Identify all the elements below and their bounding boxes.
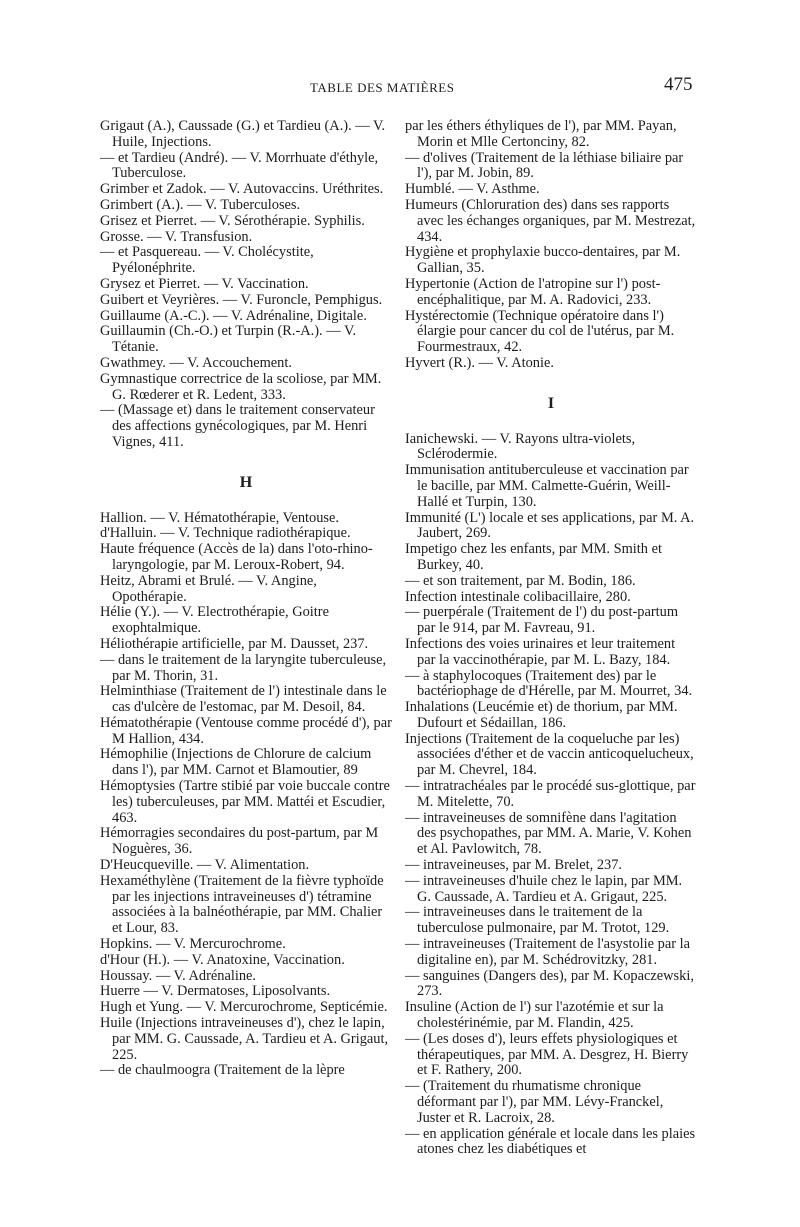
index-entry: Gwathmey. — V. Accouchement.	[100, 354, 292, 371]
index-entry: Hyvert (R.). — V. Atonie.	[405, 354, 554, 371]
index-entry: Gymnastique correctrice de la scoliose, par MM. G. Rœderer et R. Ledent, 333.	[100, 370, 382, 403]
index-entry: Hugh et Yung. — V. Mercurochrome, Septicémie.	[100, 999, 388, 1016]
index-entry: Grysez et Pierret. — V. Vaccination.	[100, 275, 309, 292]
index-entry: D'Heucqueville. — V. Alimentation.	[100, 857, 310, 874]
index-entry: Hémoptysies (Tartre stibié par voie buccale contre les) tuberculeuses, par MM. Mattéi et Escudier, 463.	[100, 778, 390, 826]
section-letter-i: I	[547, 394, 555, 412]
index-entry: — intraveineuses dans le traitement de la tuberculose pulmonaire, par M. Trotot, 129.	[405, 904, 670, 937]
index-entry: Infection intestinale colibacillaire, 280.	[405, 588, 631, 605]
index-entry: — intraveineuses d'huile chez le lapin, par MM. G. Caussade, A. Tardieu et A. Grigaut, 225.	[405, 872, 683, 905]
index-entry: Hémophilie (Injections de Chlorure de calcium dans l'), par MM. Carnot et Blamoutier, 89	[100, 746, 372, 779]
entries-i	[405, 432, 697, 1159]
index-entry: Hallion. — V. Hématothérapie, Ventouse.	[100, 509, 340, 526]
index-entry: — (Les doses d'), leurs effets physiologiques et thérapeutiques, par MM. A. Desgrez, H. Bierry et F. Rathery, 200.	[405, 1030, 689, 1079]
index-entry: d'Halluin. — V. Technique radiothérapique.	[100, 525, 351, 542]
index-entry: Héliothérapie artificielle, par M. Dausset, 237.	[100, 635, 369, 652]
index-entry: — (Massage et) dans le traitement conservateur des affections gynécologiques, par M. Henri Vignes, 411.	[100, 402, 375, 450]
index-entry: — en application générale et locale dans les plaies atones chez les diabétiques et	[405, 1125, 696, 1158]
index-entry: — et Tardieu (André). — V. Morrhuate d'éthyle, Tuberculose.	[100, 149, 379, 182]
index-entry: Guillaumin (Ch.-O.) et Turpin (R.-A.). — V. Tétanie.	[100, 323, 357, 356]
index-entry: Guibert et Veyrières. — V. Furoncle, Pemphigus.	[100, 291, 383, 308]
index-entry: Inhalations (Leucémie et) de thorium, par MM. Dufourt et Sédaillan, 186.	[405, 699, 678, 731]
index-entry: — à staphylocoques (Traitement des) par le bactériophage de d'Hérelle, par M. Mourret, 34.	[405, 667, 693, 700]
index-entry: Heitz, Abrami et Brulé. — V. Angine, Opothérapie.	[100, 572, 317, 605]
entries-h-continued	[405, 119, 697, 372]
index-entry: — d'olives (Traitement de la léthiase biliaire par l'), par M. Jobin, 89.	[405, 149, 684, 182]
index-entry: Guillaume (A.-C.). — V. Adrénaline, Digitale.	[100, 307, 367, 324]
index-entry: — intraveineuses, par M. Brelet, 237.	[405, 857, 623, 874]
index-entry: Injections (Traitement de la coqueluche par les) associées d'éther et de vaccin anticoquelucheux, par M. Chevrel, 184.	[405, 730, 694, 779]
index-entry: Hexaméthylène (Traitement de la fièvre typhoïde par les injections intraveineuses d') tétramine associées à la balnéothérapie, par MM. Chalier et Lour, 83.	[100, 872, 384, 937]
index-entry: Huile (Injections intraveineuses d'), chez le lapin, par MM. G. Caussade, A. Tardieu et A. Grigaut, 225.	[100, 1015, 389, 1063]
left-column	[100, 119, 392, 1079]
index-entry: Grigaut (A.), Caussade (G.) et Tardieu (A.). — V. Huile, Injections.	[100, 118, 386, 150]
index-entry: — sanguines (Dangers des), par M. Kopaczewski, 273.	[405, 967, 694, 1000]
index-entry: — intraveineuses de somnifène dans l'agitation des psychopathes, par MM. A. Marie, V. Kohen et Al. Pavlowitch, 78.	[405, 809, 692, 858]
index-entry: d'Hour (H.). — V. Anatoxine, Vaccination.	[100, 951, 345, 968]
index-entry: par les éthers éthyliques de l'), par MM. Payan, Morin et Mlle Certonciny, 82.	[405, 118, 677, 150]
index-entry: Immunisation antituberculeuse et vaccination par le bacille, par MM. Calmette-Guérin, Weill-Hallé et Turpin, 130.	[405, 462, 689, 510]
entries-g	[100, 119, 392, 451]
index-entry: Infections des voies urinaires et leur traitement par la vaccinothérapie, par M. L. Bazy, 184.	[405, 635, 676, 668]
index-entry: Grimbert (A.). — V. Tuberculoses.	[100, 196, 301, 213]
index-entry: Huerre — V. Dermatoses, Liposolvants.	[100, 983, 331, 1000]
index-entry: Immunité (L') locale et ses applications, par M. A. Jaubert, 269.	[405, 509, 695, 542]
index-entry: Hystérectomie (Technique opératoire dans l') élargie pour cancer du col de l'utérus, par M. Fourmestraux, 42.	[405, 307, 675, 356]
index-entry: Hélie (Y.). — V. Electrothérapie, Goitre exophtalmique.	[100, 604, 329, 637]
page-number: 475	[664, 74, 693, 95]
entries-h	[100, 511, 392, 1080]
index-entry: — de chaulmoogra (Traitement de la lèpre	[100, 1062, 345, 1079]
index-entry: Hémorragies secondaires du post-partum, par M Noguères, 36.	[100, 825, 379, 858]
index-entry: Hopkins. — V. Mercurochrome.	[100, 936, 286, 953]
index-entry: — intratrachéales par le procédé sus-glottique, par M. Mitelette, 70.	[405, 778, 696, 810]
index-entry: Humblé. — V. Asthme.	[405, 181, 540, 198]
index-entry: Haute fréquence (Accès de la) dans l'oto-rhino-laryngologie, par M. Leroux-Robert, 94.	[100, 541, 373, 573]
right-column	[405, 119, 697, 1158]
index-entry: — intraveineuses (Traitement de l'asystolie par la digitaline en), par M. Schédrovitzky, 281.	[405, 936, 691, 968]
index-entry: — dans le traitement de la laryngite tuberculeuse, par M. Thorin, 31.	[100, 651, 387, 684]
index-entry: Hématothérapie (Ventouse comme procédé d'), par M Hallion, 434.	[100, 714, 392, 747]
index-entry: — (Traitement du rhumatisme chronique déformant par l'), par MM. Lévy-Franckel, Juster et R. Lacroix, 28.	[405, 1078, 664, 1126]
running-title: TABLE DES MATIÈRES	[310, 80, 455, 95]
index-entry: Helminthiase (Traitement de l') intestinale dans le cas d'ulcère de l'estomac, par M. Desoil, 84.	[100, 683, 387, 716]
index-entry: Hygiène et prophylaxie bucco-dentaires, par M. Gallian, 35.	[405, 244, 681, 277]
index-entry: Hypertonie (Action de l'atropine sur l') post-encéphalitique, par M. A. Radovici, 233.	[405, 275, 661, 308]
index-entry: — et son traitement, par M. Bodin, 186.	[405, 572, 636, 589]
index-entry: Grisez et Pierret. — V. Sérothérapie. Syphilis.	[100, 212, 365, 229]
page-header	[0, 74, 800, 104]
index-entry: Grimber et Zadok. — V. Autovaccins. Uréthrites.	[100, 181, 384, 198]
index-entry: — et Pasquereau. — V. Cholécystite, Pyélonéphrite.	[100, 244, 314, 277]
index-entry: — puerpérale (Traitement de l') du post-partum par le 914, par M. Favreau, 91.	[405, 604, 679, 637]
index-entry: Houssay. — V. Adrénaline.	[100, 967, 257, 984]
index-entry: Insuline (Action de l') sur l'azotémie et sur la cholestérinémie, par M. Flandin, 425.	[405, 999, 664, 1032]
index-entry: Impetigo chez les enfants, par MM. Smith et Burkey, 40.	[405, 541, 662, 573]
index-entry: Ianichewski. — V. Rayons ultra-violets, Sclérodermie.	[405, 430, 636, 463]
section-letter-h: H	[239, 473, 253, 491]
index-entry: Humeurs (Chloruration des) dans ses rapports avec les échanges organiques, par M. Mestrezat, 434.	[405, 196, 696, 245]
index-entry: Grosse. — V. Transfusion.	[100, 228, 253, 245]
